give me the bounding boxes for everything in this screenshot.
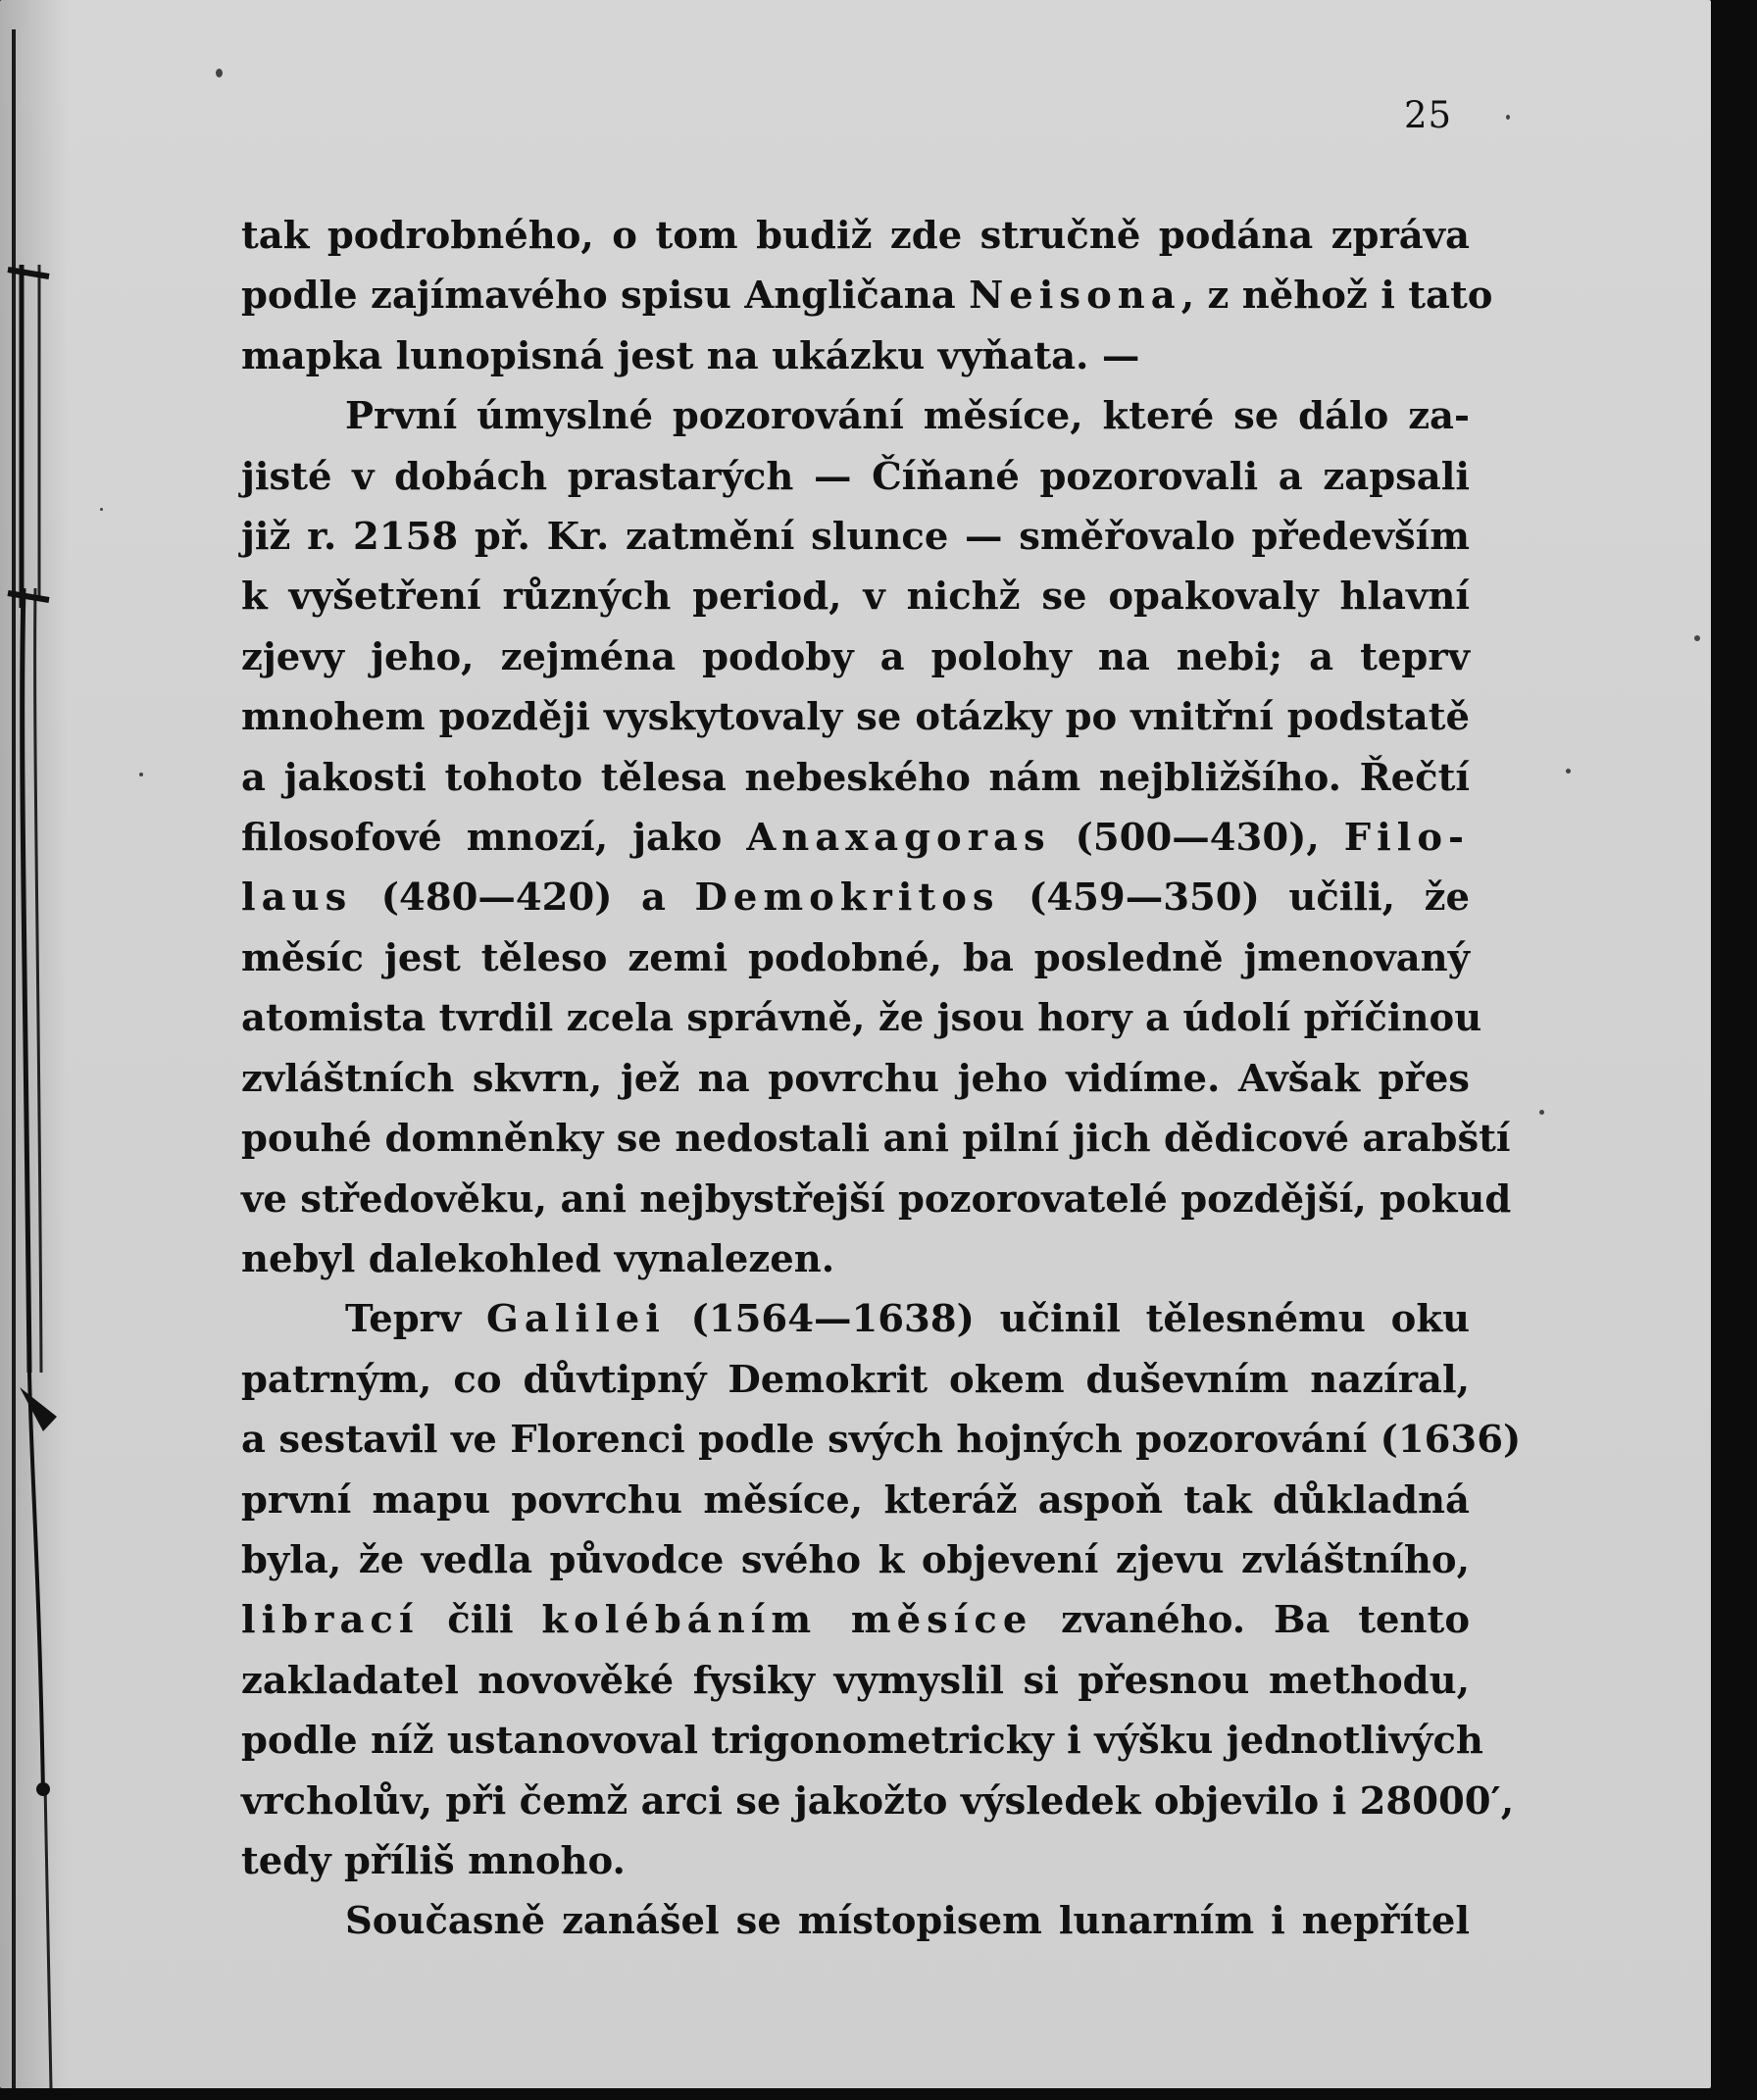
text-run: zvaného. Ba tento	[1032, 1598, 1470, 1643]
text-run: zjevy jeho, zejména podoby a polohy na nebi; a teprv	[241, 634, 1470, 679]
text-line	[241, 1831, 1470, 1891]
text-line	[241, 1049, 1470, 1109]
text-line	[241, 627, 1470, 687]
text-run: k vyšetření různých period, v nichž se opakovaly hlavní	[241, 575, 1470, 620]
text-line	[241, 868, 1470, 927]
spaced-name: Neisona	[969, 274, 1181, 319]
text-run: nebyl dalekohled vynalezen.	[241, 1236, 835, 1281]
text-run: (500—430),	[1050, 816, 1344, 861]
paper-speck	[1506, 115, 1510, 120]
text-run: jisté v dobách prastarých — Číňané pozorovali a zapsali	[241, 454, 1470, 499]
text-line	[241, 1229, 1470, 1289]
text-run: (480—420) a	[352, 875, 695, 921]
text-run: podle zajímavého spisu Angličana	[241, 274, 970, 319]
text-line	[241, 1170, 1512, 1229]
text-run: vrcholův, při čemž arci se jakožto výsledek objevilo i 28000′,	[241, 1778, 1515, 1824]
text-line	[241, 1410, 1522, 1470]
text-run: mnohem později vyskytovaly se otázky po vnitřní podstatě	[241, 695, 1470, 740]
text-run: atomista tvrdil zcela správně, že jsou hory a údolí příčinou	[241, 996, 1482, 1041]
text-line	[241, 1530, 1470, 1590]
text-line	[241, 1590, 1470, 1650]
text-run: ve středověku, ani nejbystřejší pozorovatelé pozdější, pokud	[241, 1176, 1512, 1222]
text-run: patrným, co důvtipný Demokrit okem duševním nazíral,	[241, 1357, 1470, 1402]
text-line	[241, 386, 1470, 446]
text-run: a jakosti tohoto tělesa nebeského nám nejbližšího. Řečtí	[241, 755, 1470, 800]
spaced-name: librací	[241, 1598, 420, 1643]
text-run: (1564—1638) učinil tělesnému oku	[665, 1297, 1470, 1342]
text-run: tak podrobného, o tom budiž zde stručně podána zpráva	[241, 214, 1470, 258]
text-run: pouhé domněnky se nedostali ani pilní jich dědicové arabští	[241, 1117, 1511, 1162]
paper-speck	[1694, 635, 1700, 641]
text-line	[241, 1711, 1483, 1771]
text-run: Teprv	[345, 1297, 487, 1342]
paper-speck	[216, 69, 223, 77]
text-line	[241, 988, 1482, 1048]
text-line	[241, 1289, 1470, 1349]
text-run: zvláštních skvrn, jež na povrchu jeho vidíme. Avšak přes	[241, 1056, 1470, 1101]
text-run: zakladatel novověké fysiky vymyslil si přesnou methodu,	[241, 1658, 1470, 1703]
spaced-name: Demokritos	[694, 875, 1000, 921]
text-run: již r. 2158 př. Kr. zatmění slunce — směřovalo především	[241, 515, 1470, 560]
text-line	[241, 507, 1470, 567]
text-run: měsíc jest těleso zemi podobné, ba posledně jmenovaný	[241, 935, 1470, 980]
body-text	[241, 206, 1522, 1952]
text-line	[241, 206, 1470, 266]
text-run: filosofové mnozí, jako	[241, 816, 747, 861]
text-line	[241, 266, 1493, 325]
text-run: mapka lunopisná jest na ukázku vyňata. —	[241, 333, 1140, 378]
spaced-name: Anaxagoras	[746, 816, 1051, 861]
page-number: 25	[1404, 94, 1453, 136]
text-run: Současně zanášel se místopisem lunarním i nepřítel	[345, 1899, 1470, 1944]
text-run: (459—350) učili, že	[999, 875, 1470, 921]
text-line	[241, 447, 1470, 507]
spaced-name: Filo-	[1343, 816, 1471, 861]
text-line	[241, 928, 1470, 988]
text-run: První úmyslné pozorování měsíce, které se dálo za-	[345, 394, 1470, 439]
text-line	[241, 326, 1470, 386]
text-line	[241, 1651, 1470, 1711]
spaced-name: kolébáním měsíce	[541, 1598, 1033, 1643]
text-run: čili	[419, 1598, 542, 1643]
text-line	[241, 1109, 1511, 1169]
spaced-name: laus	[241, 875, 353, 921]
text-line	[241, 1350, 1470, 1410]
text-line	[241, 687, 1470, 747]
spaced-name: Galilei	[486, 1297, 666, 1342]
text-run: tedy příliš mnoho.	[241, 1838, 626, 1883]
text-line	[241, 567, 1470, 626]
text-line	[241, 1471, 1470, 1530]
text-run: podle níž ustanovoval trigonometricky i výšku jednotlivých	[241, 1719, 1483, 1764]
text-line	[241, 808, 1470, 868]
text-run: , z něhož i tato	[1180, 274, 1493, 319]
paper-speck	[1539, 1110, 1544, 1115]
text-run: první mapu povrchu měsíce, kteráž aspoň tak důkladná	[241, 1477, 1470, 1523]
text-run: a sestavil ve Florenci podle svých hojných pozorování (1636)	[241, 1418, 1522, 1463]
paper-speck	[1566, 769, 1571, 774]
text-line	[241, 1772, 1515, 1831]
paper-speck	[139, 773, 143, 776]
paper-speck	[100, 508, 103, 511]
text-line	[241, 748, 1470, 808]
text-line	[241, 1891, 1470, 1951]
text-run: byla, že vedla původce svého k objevení zjevu zvláštního,	[241, 1537, 1470, 1582]
